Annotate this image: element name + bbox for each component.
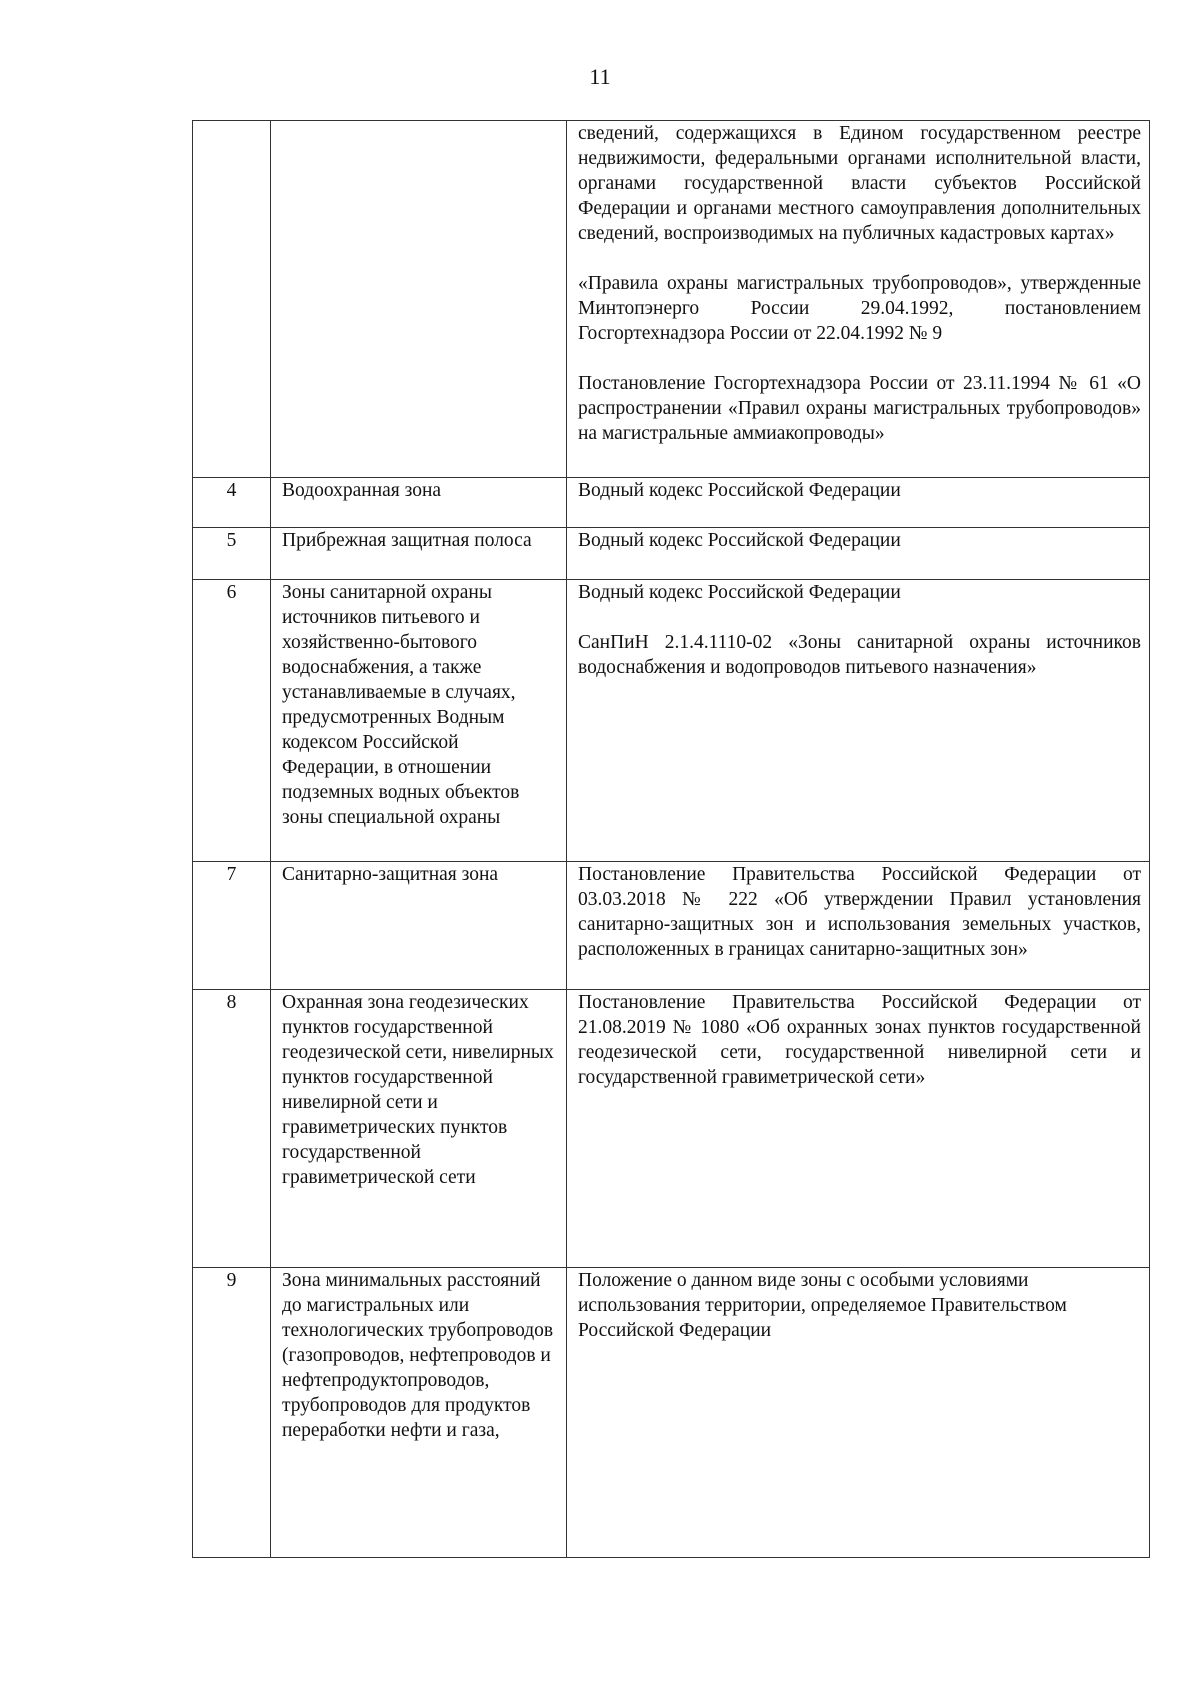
row-number-cell: 5 — [193, 528, 271, 580]
table-row — [193, 528, 1150, 580]
legal-basis-cell — [567, 121, 1150, 478]
row-number-cell: 9 — [193, 1268, 271, 1558]
legal-basis-text: Постановление Правительства Российской Федерации от 21.08.2019 № 1080 «Об охранных зонах пунктов государственной геодезической сети, государственной нивелирной сети и государственной гравиметрической сети» — [578, 992, 1141, 1088]
legal-basis-text: «Правила охраны магистральных трубопроводов», утвержденные Минтопэнерго России 29.04.1992, постановлением Госгортехнадзора России от 22.04.1992 № 9 — [578, 273, 1141, 344]
legal-basis-cell — [567, 990, 1150, 1268]
legal-basis-text: Водный кодекс Российской Федерации — [578, 582, 901, 603]
row-number-cell: 7 — [193, 862, 271, 990]
table-row — [193, 1268, 1150, 1558]
zones-table — [192, 120, 1150, 1558]
table-row — [193, 990, 1150, 1268]
legal-basis-text: Положение о данном виде зоны с особыми условиями использования территории, определяемое Правительством Российской Федерации — [578, 1270, 1067, 1341]
legal-basis-text: Постановление Правительства Российской Федерации от 03.03.2018 № 222 «Об утверждении Правил установления санитарно-защитных зон и использования земельных участков, расположенных в границах санитарно-защитных зон» — [578, 864, 1141, 960]
zone-name-cell: Зона минимальных расстояний до магистральных или технологических трубопроводов (газопроводов, нефтепроводов и нефтепродуктопроводов, трубопроводов для продуктов переработки нефти и газа, — [271, 1268, 567, 1558]
zone-name-cell: Санитарно-защитная зона — [271, 862, 567, 990]
legal-basis-cell — [567, 580, 1150, 862]
table-row — [193, 121, 1150, 478]
legal-basis-text: Водный кодекс Российской Федерации — [578, 480, 901, 501]
legal-basis-text: Водный кодекс Российской Федерации — [578, 530, 901, 551]
zone-name-cell — [271, 121, 567, 478]
zone-name-cell: Зоны санитарной охраны источников питьевого и хозяйственно-бытового водоснабжения, а также устанавливаемые в случаях, предусмотренных Водным кодексом Российской Федерации, в отношении подземных водных объектов зоны специальной охраны — [271, 580, 567, 862]
zone-name-cell: Охранная зона геодезических пунктов государственной геодезической сети, нивелирных пунктов государственной нивелирной сети и гравиметрических пунктов государственной гравиметрической сети — [271, 990, 567, 1268]
legal-basis-cell — [567, 528, 1150, 580]
legal-basis-cell — [567, 478, 1150, 528]
table-row — [193, 862, 1150, 990]
legal-basis-text: сведений, содержащихся в Едином государственном реестре недвижимости, федеральными органами исполнительной власти, органами государственной власти субъектов Российской Федерации и органами местного самоуправления дополнительных сведений, воспроизводимых на публичных кадастровых картах» — [578, 123, 1141, 244]
row-number-cell: 8 — [193, 990, 271, 1268]
page-number: 11 — [589, 64, 611, 89]
row-number-cell — [193, 121, 271, 478]
row-number-cell: 6 — [193, 580, 271, 862]
legal-basis-text: Постановление Госгортехнадзора России от 23.11.1994 № 61 «О распространении «Правил охраны магистральных трубопроводов» на магистральные аммиакопроводы» — [578, 373, 1141, 444]
zone-name-cell: Водоохранная зона — [271, 478, 567, 528]
table-row — [193, 580, 1150, 862]
legal-basis-text: СанПиН 2.1.4.1110-02 «Зоны санитарной охраны источников водоснабжения и водопроводов питьевого назначения» — [578, 632, 1141, 678]
legal-basis-cell — [567, 862, 1150, 990]
zone-name-cell: Прибрежная защитная полоса — [271, 528, 567, 580]
legal-basis-cell — [567, 1268, 1150, 1558]
row-number-cell: 4 — [193, 478, 271, 528]
table-row — [193, 478, 1150, 528]
